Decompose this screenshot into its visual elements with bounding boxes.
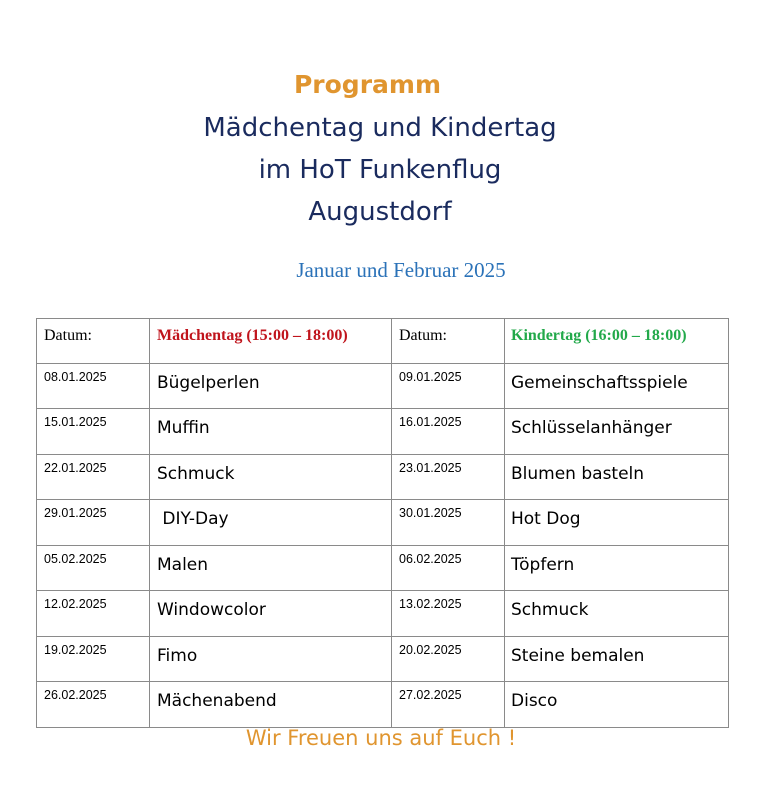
table-row <box>37 636 729 682</box>
maedchen-activity: DIY-Day <box>150 500 392 546</box>
footer-message: Wir Freuen uns auf Euch ! <box>245 726 517 750</box>
header-kindertag: Kindertag (16:00 – 18:00) <box>505 319 729 364</box>
header-date-kinder: Datum: <box>392 319 505 364</box>
heading-line-2: im HoT Funkenflug <box>258 155 502 185</box>
kinder-activity: Gemeinschaftsspiele <box>505 363 729 409</box>
maedchen-date: 08.01.2025 <box>37 363 150 409</box>
kinder-date: 20.02.2025 <box>392 636 505 682</box>
maedchen-date: 29.01.2025 <box>37 500 150 546</box>
kinder-activity: Blumen basteln <box>505 454 729 500</box>
kinder-activity: Hot Dog <box>505 500 729 546</box>
maedchen-activity: Windowcolor <box>150 591 392 637</box>
kinder-activity: Disco <box>505 682 729 728</box>
header-date-maedchen: Datum: <box>37 319 150 364</box>
months-subtitle: Januar und Februar 2025 <box>296 258 506 282</box>
schedule-table <box>36 318 729 728</box>
table-row <box>37 682 729 728</box>
table-row <box>37 545 729 591</box>
maedchen-activity: Bügelperlen <box>150 363 392 409</box>
kinder-date: 23.01.2025 <box>392 454 505 500</box>
heading-line-3: Augustdorf <box>308 197 452 227</box>
maedchen-date: 26.02.2025 <box>37 682 150 728</box>
kinder-date: 30.01.2025 <box>392 500 505 546</box>
table-row <box>37 500 729 546</box>
kinder-date: 06.02.2025 <box>392 545 505 591</box>
table-row <box>37 591 729 637</box>
kinder-activity: Töpfern <box>505 545 729 591</box>
kinder-date: 27.02.2025 <box>392 682 505 728</box>
kinder-activity: Schmuck <box>505 591 729 637</box>
schedule-body <box>37 363 729 727</box>
maedchen-activity: Fimo <box>150 636 392 682</box>
maedchen-activity: Muffin <box>150 409 392 455</box>
maedchen-date: 19.02.2025 <box>37 636 150 682</box>
maedchen-activity: Mächenabend <box>150 682 392 728</box>
maedchen-date: 22.01.2025 <box>37 454 150 500</box>
kinder-date: 16.01.2025 <box>392 409 505 455</box>
kinder-activity: Steine bemalen <box>505 636 729 682</box>
maedchen-date: 15.01.2025 <box>37 409 150 455</box>
table-row <box>37 454 729 500</box>
maedchen-date: 12.02.2025 <box>37 591 150 637</box>
heading-line-1: Mädchentag und Kindertag <box>203 113 557 143</box>
header-maedchentag: Mädchentag (15:00 – 18:00) <box>150 319 392 364</box>
table-header-row <box>37 319 729 364</box>
maedchen-activity: Schmuck <box>150 454 392 500</box>
kinder-date: 09.01.2025 <box>392 363 505 409</box>
maedchen-date: 05.02.2025 <box>37 545 150 591</box>
table-row <box>37 409 729 455</box>
maedchen-activity: Malen <box>150 545 392 591</box>
kinder-activity: Schlüsselanhänger <box>505 409 729 455</box>
kinder-date: 13.02.2025 <box>392 591 505 637</box>
table-row <box>37 363 729 409</box>
program-title: Programm <box>293 70 442 99</box>
